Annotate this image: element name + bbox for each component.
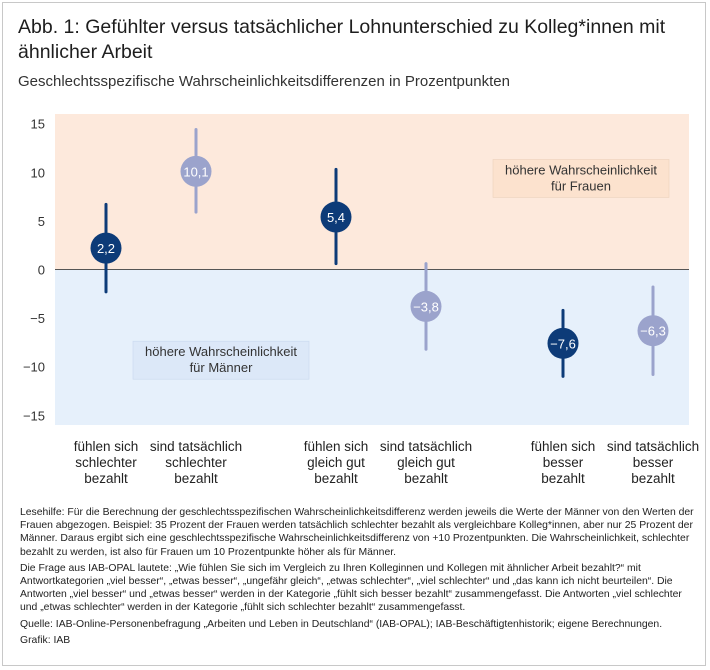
x-category-label: sind tatsächlich [149,439,243,454]
x-category-label: bezahlt [84,471,128,486]
x-category-label: bezahlt [314,471,358,486]
data-label: −3,8 [413,299,439,315]
data-label: −6,3 [640,323,666,339]
data-label: 5,4 [326,210,346,226]
reading-aid: Lesehilfe: Für die Berechnung der geschlechtsspezifischen Wahrscheinlichkeitsdifferenz werden jeweils die Werte der Männer von den Werten der Frauen abgezogen. Beispiel: 35 Prozent der Frauen werden tatsächlich schlechter bezahlt als vergleichbare Kolleg*innen, aber nur 25 Prozent der Männer. Daraus ergibt sich eine geschlechtsspezifische Wahrscheinlichkeitsdifferenz von +10 Prozentpunkten. Die Wahrscheinlichkeit, schlechter bezahlt zu werden, ist also für Frauen um 10 Prozentpunkte höher als für Männer. [20,507,694,558]
x-category-label: bezahlt [541,471,585,486]
x-category-label: gleich gut [397,455,455,470]
dot-range-chart [3,103,707,503]
men-annotation-line: höhere Wahrscheinlichkeit [145,344,297,360]
x-category-label: bezahlt [631,471,675,486]
y-tick-label: 0 [37,262,45,278]
x-category-label: gleich gut [307,455,365,470]
source-note: Quelle: IAB-Online-Personenbefragung „Arbeiten und Leben in Deutschland“ (IAB-OPAL); IAB-Beschäftigtenhistorik; eigene Berechnungen. [20,618,663,630]
x-category-label: besser [542,455,584,470]
question-note: Die Frage aus IAB-OPAL lautete: „Wie fühlen Sie sich im Vergleich zu Ihren Kolleginnen und Kollegen mit ähnlicher Arbeit bezahlt?“ mit Antwortkategorien „viel besser“, „etwas besser“, „ungefähr gleich“, „etwas schlechter“, „viel schlechter“ und „das kann ich nicht beurteilen“. Die Antworten „viel besser“ und „etwas besser“ werden in der Kategorie „fühlt sich besser bezahlt“ zusammengefasst. Die Antworten „viel schlechter und „etwas schlechter“ werden in der Kategorie „fühlt sich schlechter bezahlt“ zusammengefasst. [20,562,682,614]
x-category-label: fühlen sich [303,439,369,454]
y-tick-label: −15 [22,408,45,424]
women-annotation-line: für Frauen [551,178,611,194]
x-category-label: sind tatsächlich [606,439,700,454]
x-category-label: fühlen sich [73,439,139,454]
y-tick-label: −5 [30,311,45,327]
x-category-label: besser [632,455,674,470]
x-category-label: schlechter [165,455,227,470]
graphic-credit: Grafik: IAB [20,634,71,646]
x-category-label: schlechter [75,455,137,470]
x-category-label: sind tatsächlich [379,439,473,454]
data-label: 2,2 [96,241,116,257]
x-category-label: fühlen sich [530,439,596,454]
x-category-label: bezahlt [174,471,218,486]
y-tick-label: −10 [22,359,45,375]
chart-subtitle: Geschlechtsspezifische Wahrscheinlichkeitsdifferenzen in Prozentpunkten [18,73,510,90]
y-tick-label: 10 [30,165,45,181]
footnotes [20,506,700,650]
y-tick-label: 15 [30,116,45,132]
data-label: 10,1 [183,164,209,180]
chart-title: Abb. 1: Gefühlter versus tatsächlicher Lohnunterschied zu Kolleg*innen mit ähnlicher Arbeit [18,16,666,63]
y-tick-label: 5 [37,213,45,229]
x-category-label: bezahlt [404,471,448,486]
men-annotation-line: für Männer [189,360,253,376]
women-annotation-line: höhere Wahrscheinlichkeit [505,162,657,178]
data-label: −7,6 [550,336,576,352]
figure-frame [2,2,706,666]
